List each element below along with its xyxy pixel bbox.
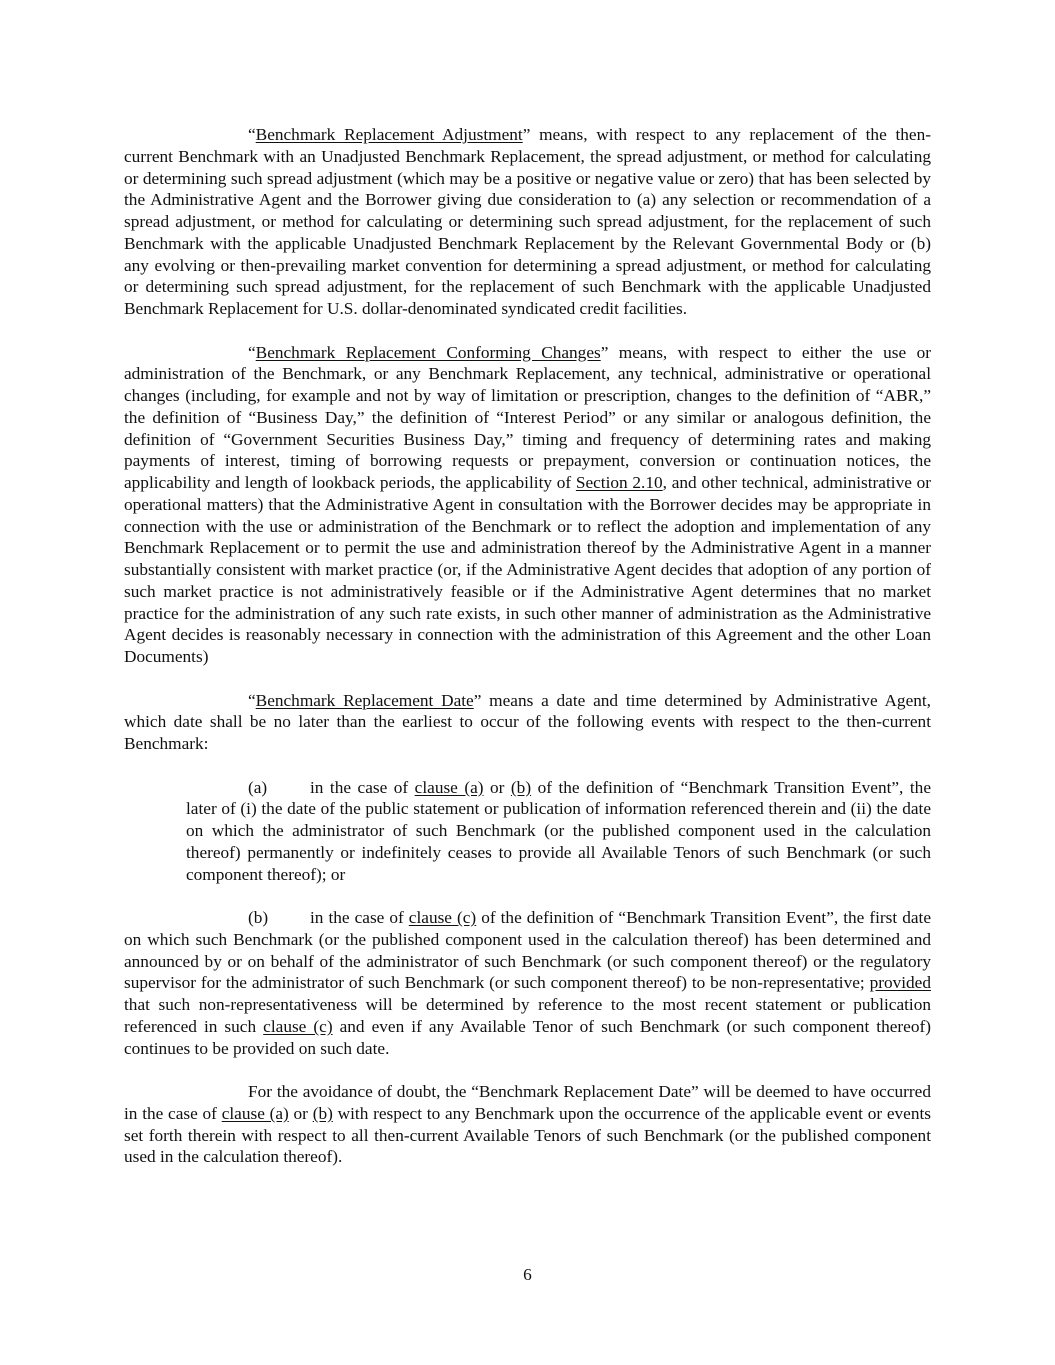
clause-text: in the case of — [310, 777, 415, 797]
avoidance-of-doubt-paragraph — [124, 1081, 931, 1168]
proviso-term: provided — [869, 973, 931, 993]
defined-term: Benchmark Replacement Conforming Changes — [255, 342, 601, 362]
clause-reference: clause (a) — [414, 777, 484, 797]
open-quote: “ — [248, 690, 256, 710]
page-number: 6 — [523, 1265, 532, 1284]
clause-label: (b) — [248, 908, 269, 927]
clause-reference: (b) — [510, 777, 532, 797]
definition-benchmark-replacement-conforming-changes — [124, 342, 931, 668]
document-page — [124, 124, 931, 1190]
clause-text: of the definition of “Benchmark Transition Event”, the first date on which such Benchmark (or the published component used in the calculation thereof) has been determined and announced by or on behalf of the administrator of such Benchmark (or such component thereof) or the regulatory supervisor for the administrator of such Benchmark (or such component thereof) to be non-representative; — [124, 908, 931, 993]
definition-benchmark-replacement-date — [124, 690, 931, 755]
clause-b — [124, 907, 931, 1059]
paragraph-text: or — [288, 1103, 313, 1123]
clause-text: and even if any Available Tenor of such Benchmark (or such component thereof) continues to be provided on such date. — [124, 1016, 931, 1058]
section-reference: Section 2.10 — [575, 473, 663, 492]
paragraph-text: with respect to any Benchmark upon the occurrence of the applicable event or events set forth therein with respect to all then-current Available Tenors of such Benchmark (or the published component used in the calculation thereof). — [124, 1103, 931, 1167]
definition-text: ” means, with respect to either the use or administration of the Benchmark, or any Benchmark Replacement, any technical, administrative or operational changes (including, for example and not by way of limitation or prescription, changes to the definition of “ABR,” the definition of “Business Day,” the definition of “Interest Period” or any similar or analogous definition, the definition of “Government Securities Business Day,” timing and frequency of determining rates and making payments of interest, timing of borrowing requests or prepayment, conversion or continuation notices, the applicability and length of lookback periods, the applicability of — [124, 342, 931, 492]
defined-term: Benchmark Replacement Date — [255, 690, 474, 710]
paragraph-text: For the avoidance of doubt, the “Benchmark Replacement Date” will be deemed to have occurred in the case of — [124, 1082, 931, 1123]
definition-text: ” means, with respect to any replacement of the then-current Benchmark with an Unadjusted Benchmark Replacement, the spread adjustment, or method for calculating or determining such spread adjustment (which may be a positive or negative value or zero) that has been selected by the Administrative Agent and the Borrower giving due consideration to (a) any selection or recommendation of a spread adjustment, or method for calculating or determining such spread adjustment, for the replacement of such Benchmark with the applicable Unadjusted Benchmark Replacement by the Relevant Governmental Body or (b) any evolving or then-prevailing market convention for determining a spread adjustment, or method for calculating or determining such spread adjustment, for the replacement of such Benchmark with the applicable Unadjusted Benchmark Replacement for U.S. dollar-denominated syndicated credit facilities. — [124, 125, 931, 318]
defined-term: Benchmark Replacement Adjustment — [255, 125, 523, 144]
clause-label: (a) — [248, 777, 268, 797]
clause-text: or — [483, 777, 511, 797]
definition-benchmark-replacement-adjustment — [124, 124, 931, 320]
clause-reference: clause (a) — [221, 1103, 289, 1123]
open-quote: “ — [248, 342, 256, 362]
definition-text: ” means a date and time determined by Administrative Agent, which date shall be no later than the earliest to occur of the following events with respect to the then-current Benchmark: — [124, 690, 931, 753]
clause-text: of the definition of “Benchmark Transition Event”, the later of (i) the date of the public statement or publication of information referenced therein and (ii) the date on which the administrator of such Benchmark (or the published component used in the calculation thereof) permanently or indefinitely ceases to provide all Available Tenors of such Benchmark (or such component thereof); or — [186, 777, 931, 884]
clause-text: that such non-representativeness will be determined by reference to the most recent statement or publication referenced in such — [124, 995, 931, 1036]
clause-text: in the case of — [310, 908, 409, 927]
clause-reference: clause (c) — [263, 1016, 333, 1036]
clause-reference: (b) — [312, 1103, 333, 1123]
definition-text-continued: , and other technical, administrative or operational matters) that the Administrative Agent in consultation with the Borrower decides may be appropriate in connection with the use or administration of the Benchmark or to reflect the adoption and implementation of any Benchmark Replacement or to permit the use and administration thereof by the Administrative Agent in a manner substantially consistent with market practice (or, if the Administrative Agent decides that adoption of any portion of such market practice is not administratively feasible or if the Administrative Agent determines that no market practice for the administration of any such rate exists, in such other manner of administration as the Administrative Agent decides is reasonably necessary in connection with the administration of this Agreement and the other Loan Documents) — [124, 473, 932, 666]
clause-reference: clause (c) — [408, 908, 477, 927]
clause-a — [186, 777, 931, 886]
open-quote: “ — [248, 125, 256, 144]
